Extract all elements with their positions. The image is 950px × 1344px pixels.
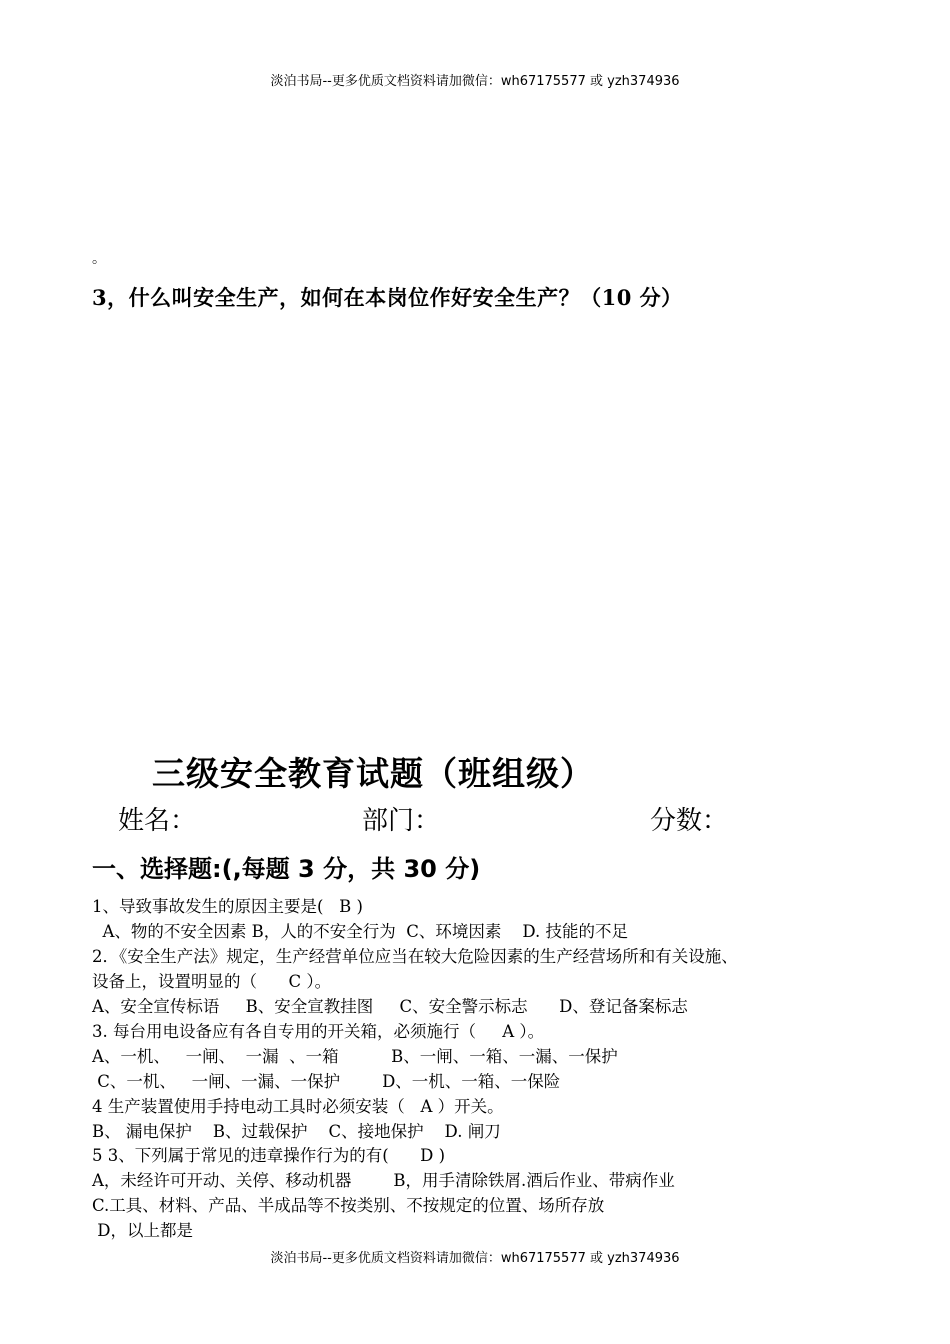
question-line: D，以上都是 <box>92 1221 193 1240</box>
exam-title: 三级安全教育试题（班组级） <box>152 754 594 793</box>
stray-mark: 。 <box>92 251 106 267</box>
name-label: 姓名： <box>118 806 197 836</box>
question-line: 3. 每台用电设备应有各自专用的开关箱，必须施行（ A ）。 <box>92 1022 545 1041</box>
question-line: B、 漏电保护 B、过载保护 C、接地保护 D. 闸刀 <box>92 1122 501 1141</box>
question-line: A、安全宣传标语 B、安全宣教挂图 C、安全警示标志 D、登记备案标志 <box>92 997 688 1016</box>
question-line: A、一机、 一闸、 一漏 、一箱 B、一闸、一箱、一漏、一保护 <box>92 1047 618 1066</box>
page-header: 淡泊书局--更多优质文档资料请加微信：wh67175577 或 yzh374936 <box>270 74 680 89</box>
page-footer: 淡泊书局--更多优质文档资料请加微信：wh67175577 或 yzh374936 <box>270 1251 680 1266</box>
department-label: 部门： <box>362 806 441 836</box>
section-title: 一、选择题:(,每题 3 分，共 30 分) <box>92 855 481 883</box>
question-line: 2．《安全生产法》规定，生产经营单位应当在较大危险因素的生产经营场所和有关设施、 <box>92 947 738 966</box>
score-label: 分数： <box>650 806 729 836</box>
question-line: 设备上，设置明显的（ C ）。 <box>92 972 332 991</box>
question-line: 5 3、下列属于常见的违章操作行为的有( D ) <box>92 1146 446 1165</box>
question-line: A，未经许可开动、关停、移动机器 B，用手清除铁屑.酒后作业、带病作业 <box>92 1171 675 1190</box>
question-3: 3，什么叫安全生产，如何在本岗位作好安全生产？（10 分） <box>92 285 683 310</box>
question-line: A、物的不安全因素 B，人的不安全行为 C、环境因素 D. 技能的不足 <box>92 922 629 941</box>
question-line: C、一机、 一闸、一漏、一保护 D、一机、一箱、一保险 <box>92 1072 561 1091</box>
question-line: 4 生产装置使用手持电动工具时必须安装（ A ）开关。 <box>92 1097 504 1116</box>
question-line: C.工具、材料、产品、半成品等不按类别、不按规定的位置、场所存放 <box>92 1196 605 1215</box>
question-line: 1、导致事故发生的原因主要是( B ) <box>92 897 363 916</box>
